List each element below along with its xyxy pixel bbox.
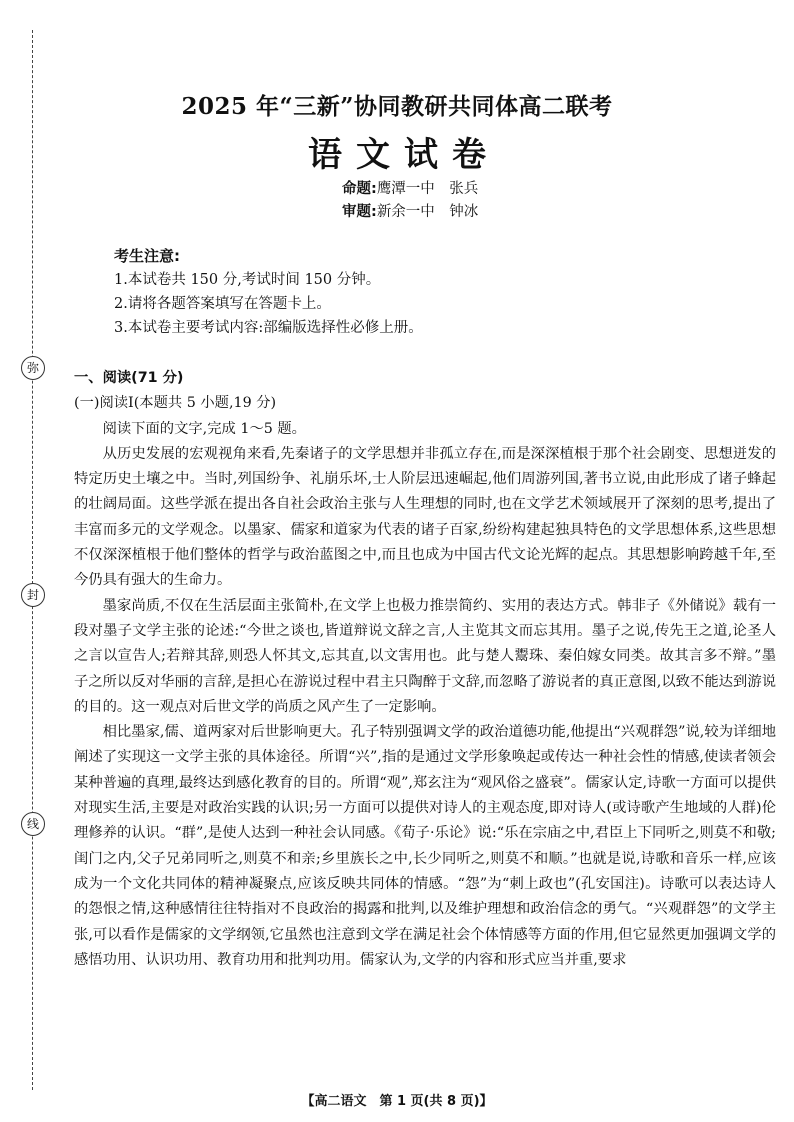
binding-dashed-line — [32, 30, 33, 1090]
notice-item: 1.本试卷共 150 分,考试时间 150 分钟。 — [114, 272, 381, 288]
reading-section — [74, 366, 776, 973]
reviewer-line — [342, 201, 478, 224]
section-instruction: 阅读下面的文字,完成 1～5 题。 — [102, 420, 306, 437]
notice-item: 2.请将各题答案填写在答题卡上。 — [114, 296, 331, 312]
authors-block — [342, 178, 478, 224]
section-subtitle: (一)阅读Ⅰ(本题共 5 小题,19 分) — [74, 395, 277, 412]
binding-mark-mi: 弥 — [21, 356, 45, 380]
notice-item: 3.本试卷主要考试内容:部编版选择性必修上册。 — [114, 320, 423, 336]
binding-mark-xian: 线 — [21, 812, 45, 836]
binding-mark-feng: 封 — [21, 583, 45, 607]
passage-paragraph: 墨家尚质,不仅在生活层面主张简朴,在文学上也极力推崇简约、实用的表达方式。韩非子《外储说》载有一段对墨子文学主张的论述:“今世之谈也,皆道辩说文辞之言,人主览其文而忘其用。墨子之说,传先王之道,论圣人之言以宣告人;若辩其辞,则恐人怀其文,忘其直,以文害用也。此与楚人鬻珠、秦伯嫁女同类。故其言多不辩。”墨子之所以反对华丽的言辞,是担心在游说过程中君主只陶醉于文辞,而忽略了游说者的真正意图,以致不能达到游说的目的。这一观点对后世文学的尚质之风产生了一定影响。 — [74, 597, 776, 715]
proposer-line — [342, 178, 478, 201]
passage-paragraph: 相比墨家,儒、道两家对后世影响更大。孔子特别强调文学的政治道德功能,他提出“兴观群怨”说,较为详细地阐述了实现这一文学主张的具体途径。所谓“兴”,指的是通过文学形象唤起或传达一种社会性的情感,使读者领会某种普遍的真理,最终达到感化教育的目的。所谓“观”,郑玄注为“观风俗之盛衰”。儒家认定,诗歌一方面可以提供对现实生活,主要是对政治实践的认识;另一方面可以提供对诗人的主观态度,即对诗人(或诗歌产生地域的人群)伦理修养的认识。“群”,是使人达到一种社会认同感。《荀子·乐论》说:“乐在宗庙之中,君臣上下同听之,则莫不和敬;闺门之内,父子兄弟同听之,则莫不和亲;乡里族长之中,长少同听之,则莫不和顺。”也就是说,诗歌和音乐一样,应该成为一个文化共同体的精神凝聚点,应该反映共同体的情感。“怨”为“刺上政也”(孔安国注)。诗歌可以表达诗人的怨恨之情,这种感情往往特指对不良政治的揭露和批判,以及维护理想和政治信念的勇气。“兴观群怨”的文学主张,可以看作是儒家的文学纲领,它虽然也注意到文学在满足社会个体情感等方面的作用,但它显然更加强调文学的感悟功用、认识功用、教育功用和批判功用。儒家认为,文学的内容和形式应当并重,要求 — [74, 724, 776, 968]
exam-header — [0, 88, 794, 176]
reviewer-label: 审题: — [342, 204, 377, 220]
section-title: 一、阅读(71 分) — [74, 370, 184, 386]
proposer-label: 命题: — [342, 181, 377, 197]
passage-paragraph: 从历史发展的宏观视角来看,先秦诸子的文学思想并非孤立存在,而是深深植根于那个社会剧变、思想迸发的特定历史土壤之中。当时,列国纷争、礼崩乐坏,士人阶层迅速崛起,他们周游列国,著书立说,由此形成了诸子蜂起的壮阔局面。这些学派在提出各自社会政治主张与人生理想的同时,也在文学艺术领域展开了深刻的思考,提出了丰富而多元的文学观念。以墨家、儒家和道家为代表的诸子百家,纷纷构建起独具特色的文学思想体系,这些思想不仅深深植根于他们整体的哲学与政治蓝图之中,而且也成为中国古代文论光辉的起点。其思想影响跨越千年,至今仍具有强大的生命力。 — [74, 445, 776, 589]
reviewer-name: 新余一中 钟冰 — [376, 204, 479, 220]
exam-title: 2025 年“三新”协同教研共同体高二联考 — [181, 93, 613, 120]
notice-title: 考生注意: — [114, 247, 180, 265]
candidate-notice — [114, 244, 423, 340]
subject-title: 语文试卷 — [308, 135, 500, 175]
page-footer: 【高二语文 第 1 页(共 8 页)】 — [301, 1094, 493, 1109]
proposer-name: 鹰潭一中 张兵 — [376, 181, 479, 197]
